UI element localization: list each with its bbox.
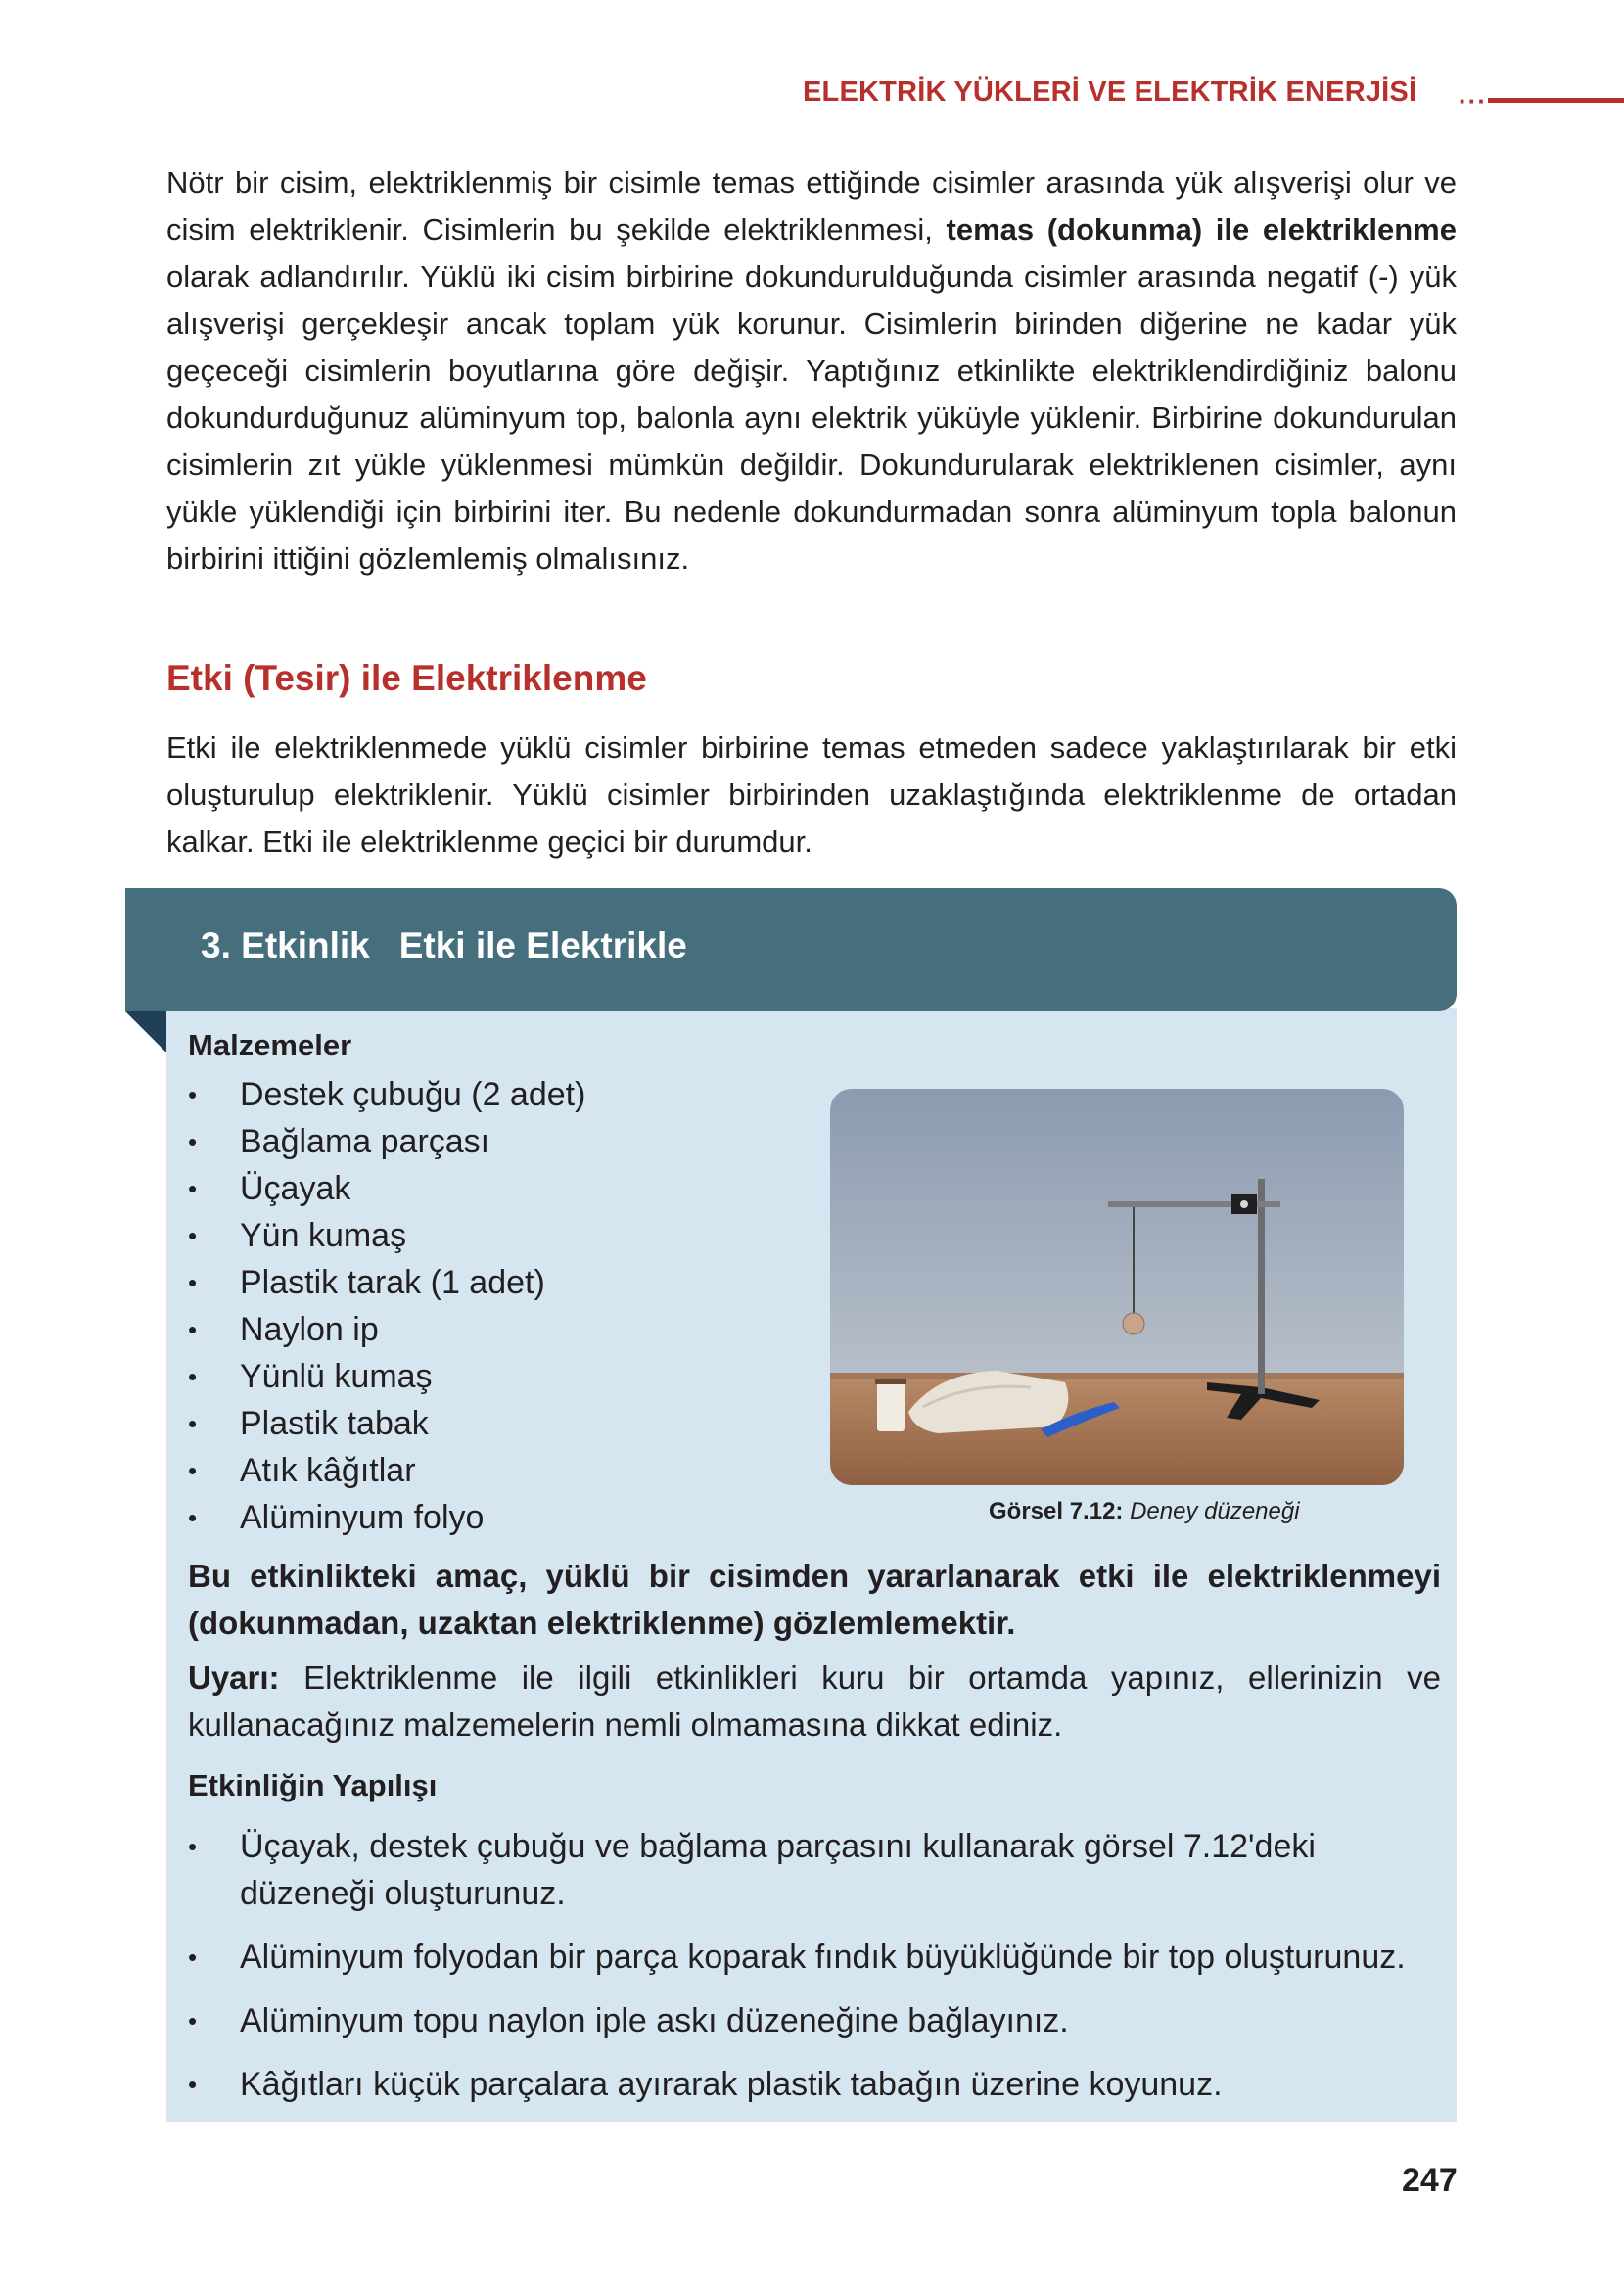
experiment-setup-illustration bbox=[830, 1089, 1404, 1485]
activity-name: Etki ile Elektrikle bbox=[398, 925, 687, 965]
activity-number: 3. Etkinlik bbox=[201, 925, 370, 965]
list-item: • Üçayak bbox=[188, 1165, 585, 1212]
list-item: • Kâğıtları küçük parçalara ayırarak plastik tabağın üzerine koyunuz. bbox=[188, 2061, 1445, 2108]
intro-text-2: olarak adlandırılır. Yüklü iki cisim birbirine dokundurulduğunda cisimler arasında negatif (-) yük alışverişi gerçekleşir ancak toplam yük korunur. Cisimlerin birinden diğerine ne kadar yük geçeceği cisimlerin boyutlarına göre değişir. Yaptığınız etkinlikte elektriklendirdiğiniz balonu dokundurduğunuz alüminyum top, balonla aynı elektrik yüküyle yüklenir. Birbirine dokundurulan cisimlerin zıt yükle yüklenmesi mümkün değildir. Dokundurularak elektriklenen cisimler, aynı yükle yüklendiği için birbirini iter. Bu nedenle dokundurmadan sonra alüminyum topla balonun birbirini ittiğini gözlemlemiş olmalısınız. bbox=[166, 259, 1457, 576]
header-dots: ··· bbox=[1459, 86, 1487, 116]
list-item: • Alüminyum folyo bbox=[188, 1494, 585, 1541]
list-item: • Alüminyum topu naylon iple askı düzeneğine bağlayınız. bbox=[188, 1997, 1445, 2044]
activity-aim: Bu etkinlikteki amaç, yüklü bir cisimden yararlanarak etki ile elektriklenmeyi (dokunmadan, uzaktan elektriklenme) gözlemlemektir. bbox=[188, 1558, 1441, 1641]
caption-text: Deney düzeneği bbox=[1130, 1498, 1300, 1524]
section-paragraph: Etki ile elektriklenmede yüklü cisimler birbirine temas etmeden sadece yaklaştırılarak bir etki oluşturulup elektriklenir. Yüklü cisimler birbirinden uzaklaştığında elektriklenme de ortadan kalkar. Etki ile elektriklenme geçici bir durumdur. bbox=[166, 730, 1457, 859]
page-number: 247 bbox=[1402, 2162, 1458, 2199]
experiment-setup-image bbox=[830, 1089, 1404, 1485]
warning-label: Uyarı: bbox=[188, 1660, 280, 1696]
section-title: Etki (Tesir) ile Elektriklenme bbox=[166, 658, 647, 698]
list-item: • Naylon ip bbox=[188, 1306, 585, 1353]
intro-bold-term: temas (dokunma) ile elektriklenme bbox=[946, 212, 1457, 247]
activity-title bbox=[201, 925, 687, 966]
list-item: • Atık kâğıtlar bbox=[188, 1447, 585, 1494]
materials-list bbox=[188, 1071, 585, 1541]
materials-title: Malzemeler bbox=[188, 1028, 352, 1062]
list-item: • Alüminyum folyodan bir parça koparak fındık büyüklüğünde bir top oluşturunuz. bbox=[188, 1934, 1445, 1981]
warning-text: Elektriklenme ile ilgili etkinlikleri kuru bir ortamda yapınız, ellerinizin ve kullanacağınız malzemelerin nemli olmamasına dikkat ediniz. bbox=[188, 1660, 1441, 1743]
activity-warning bbox=[188, 1655, 1441, 1749]
activity-header-fold bbox=[125, 1011, 166, 1052]
list-item: • Yün kumaş bbox=[188, 1212, 585, 1259]
list-item: • Bağlama parçası bbox=[188, 1118, 585, 1165]
chapter-title: ELEKTRİK YÜKLERİ VE ELEKTRİK ENERJİSİ bbox=[803, 76, 1417, 108]
steps-list bbox=[188, 1823, 1445, 2125]
steps-title: Etkinliğin Yapılışı bbox=[188, 1768, 438, 1802]
list-item: • Plastik tabak bbox=[188, 1400, 585, 1447]
list-item: • Plastik tarak (1 adet) bbox=[188, 1259, 585, 1306]
header-rule bbox=[1488, 98, 1624, 103]
figure-caption bbox=[989, 1498, 1300, 1525]
list-item: • Yünlü kumaş bbox=[188, 1353, 585, 1400]
intro-text-1: Nötr bir cisim, elektriklenmiş bir cisimle temas ettiğinde cisimler arasında yük alışverişi olur ve cisim elektriklenir. Cisimlerin bu şekilde elektriklenmesi, bbox=[166, 165, 1457, 247]
list-item: • Destek çubuğu (2 adet) bbox=[188, 1071, 585, 1118]
list-item: • Üçayak, destek çubuğu ve bağlama parçasını kullanarak görsel 7.12'deki düzeneği oluşturunuz. bbox=[188, 1823, 1445, 1917]
caption-label: Görsel 7.12: bbox=[989, 1498, 1124, 1524]
intro-paragraph bbox=[166, 160, 1457, 583]
